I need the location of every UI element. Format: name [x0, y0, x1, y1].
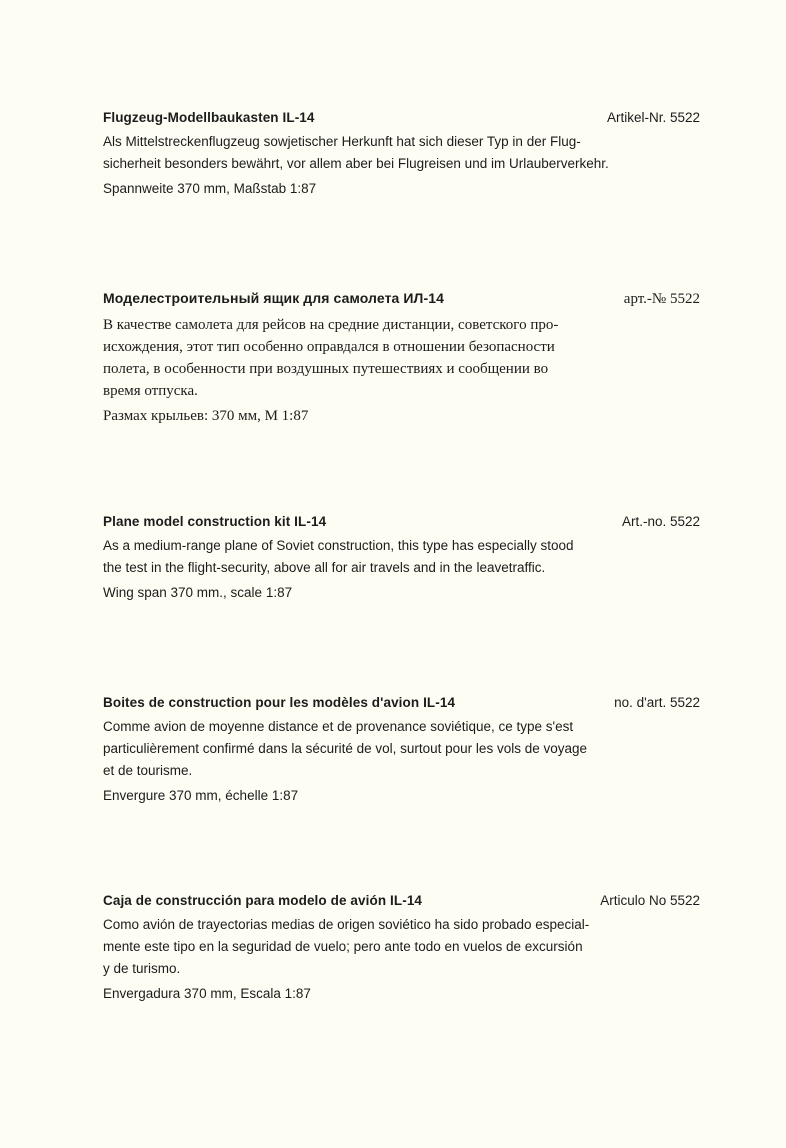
description-line: y de turismo.	[103, 961, 181, 976]
description-line: исхождения, этот тип особенно оправдался в отношении безопасности	[103, 339, 555, 355]
entry-title: Boites de construction pour les modèles d'avion IL-14	[103, 695, 456, 710]
article-number: no. d'art. 5522	[614, 695, 700, 710]
description-line: В качестве самолета для рейсов на средние дистанции, советского про-	[103, 317, 559, 333]
entry-spec: Envergure 370 mm, échelle 1:87	[103, 788, 299, 803]
description-line: полета, в особенности при воздушных путешествиях и сообщении во	[103, 361, 549, 377]
description-line: Como avión de trayectorias medias de origen soviético ha sido probado especial-	[103, 917, 590, 932]
description-line: As a medium-range plane of Soviet construction, this type has especially stood	[103, 538, 574, 553]
entry-description	[103, 131, 700, 175]
article-number: Art.-no. 5522	[621, 514, 700, 529]
article-number: арт.-№ 5522	[623, 291, 700, 307]
description-line: время отпуска.	[103, 383, 198, 399]
entry-title: Plane model construction kit IL-14	[103, 514, 327, 529]
article-number: Artikel-Nr. 5522	[606, 110, 700, 125]
entry-title: Caja de construcción para modelo de avión IL-14	[103, 893, 423, 908]
entry-header	[103, 110, 700, 125]
description-line: et de tourisme.	[103, 763, 193, 778]
description-line: Als Mittelstreckenflugzeug sowjetischer Herkunft hat sich dieser Typ in der Flug-	[103, 134, 581, 149]
entry-title: Моделестроительный ящик для самолета ИЛ-14	[103, 290, 445, 306]
entry-header	[103, 290, 700, 308]
entry-title: Flugzeug-Modellbaukasten IL-14	[103, 110, 315, 125]
entry-german	[103, 110, 700, 200]
entry-header	[103, 695, 700, 710]
entry-description	[103, 914, 700, 980]
entry-spec: Spannweite 370 mm, Maßstab 1:87	[103, 181, 317, 196]
description-line: particulièrement confirmé dans la sécurité de vol, surtout pour les vols de voyage	[103, 741, 587, 756]
entry-description	[103, 716, 700, 782]
description-line: Comme avion de moyenne distance et de provenance soviétique, ce type s'est	[103, 719, 574, 734]
entry-description	[103, 314, 700, 402]
entry-description	[103, 535, 700, 579]
description-line: mente este tipo en la seguridad de vuelo; pero ante todo en vuelos de excursión	[103, 939, 583, 954]
entry-russian	[103, 290, 700, 427]
description-line: the test in the flight-security, above all for air travels and in the leavetraffic.	[103, 560, 546, 575]
entry-spec: Размах крыльев: 370 мм, М 1:87	[103, 408, 309, 424]
entry-spec: Envergadura 370 mm, Escala 1:87	[103, 986, 311, 1001]
entry-english	[103, 514, 700, 604]
entry-spanish	[103, 893, 700, 1005]
article-number: Articulo No 5522	[600, 893, 700, 908]
entry-header	[103, 514, 700, 529]
entry-spec: Wing span 370 mm., scale 1:87	[103, 585, 293, 600]
entry-french	[103, 695, 700, 807]
entry-header	[103, 893, 700, 908]
description-line: sicherheit besonders bewährt, vor allem aber bei Flugreisen und im Urlauberverkehr.	[103, 156, 609, 171]
